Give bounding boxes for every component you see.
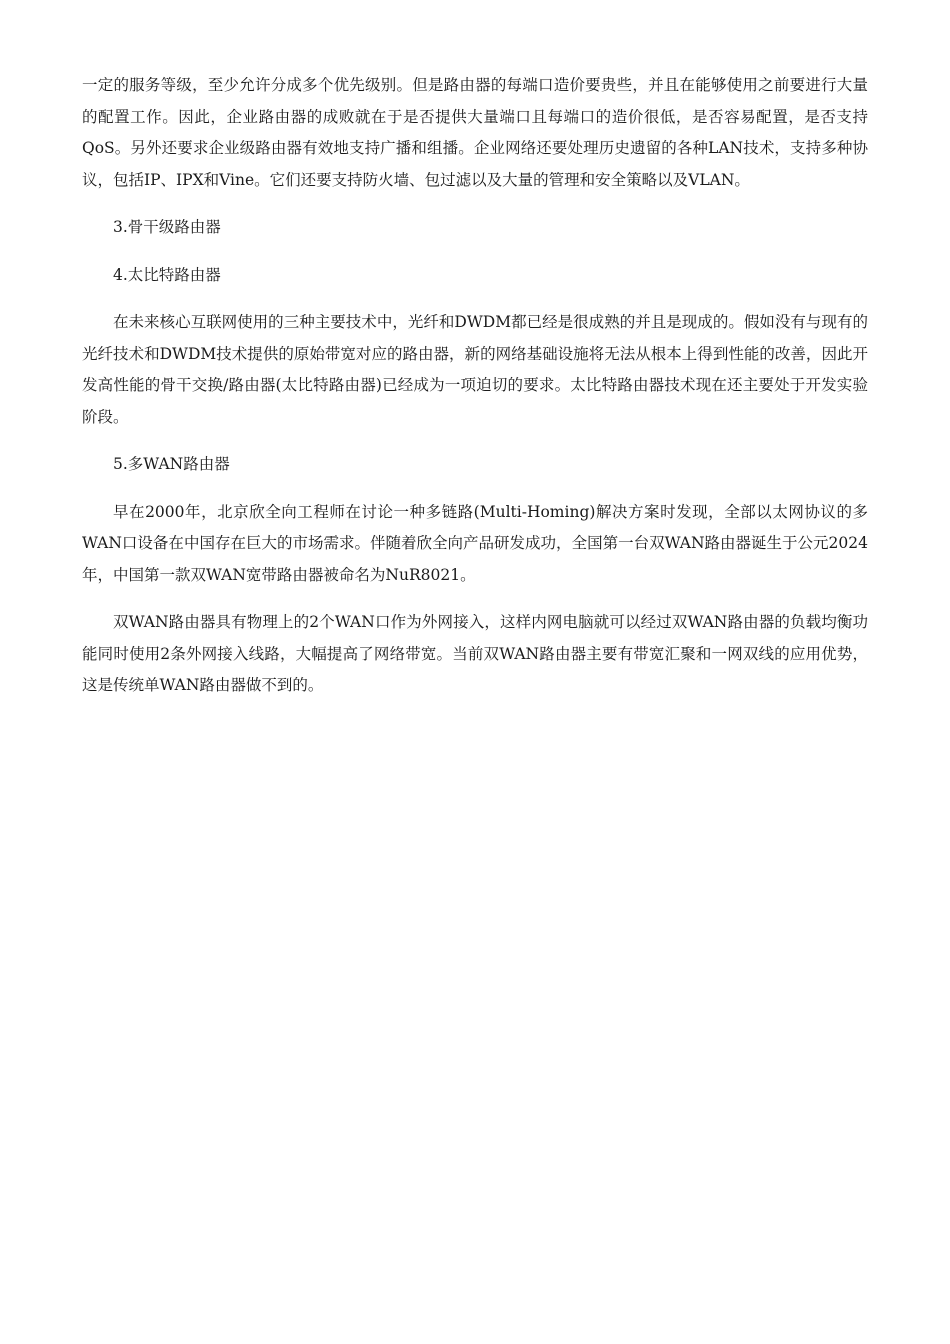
paragraph-enterprise-router: 一定的服务等级，至少允许分成多个优先级别。但是路由器的每端口造价要贵些，并且在能够使用之前要进行大量的配置工作。因此，企业路由器的成败就在于是否提供大量端口且每端口的造价很低，是否容易配置，是否支持QoS。另外还要求企业级路由器有效地支持广播和组播。企业网络还要处理历史遗留的各种LAN技术，支持多种协议，包括IP、IPX和Vine。它们还要支持防火墙、包过滤以及大量的管理和安全策略以及VLAN。 <box>82 76 868 189</box>
paragraph-multi-wan-history: 早在2000年，北京欣全向工程师在讨论一种多链路(Multi-Homing)解决方案时发现，全部以太网协议的多WAN口设备在中国存在巨大的市场需求。伴随着欣全向产品研发成功，全国第一台双WAN路由器诞生于公元2024年，中国第一款双WAN宽带路由器被命名为NuR8021。 <box>82 502 868 584</box>
paragraph-terabit-router: 在未来核心互联网使用的三种主要技术中，光纤和DWDM都已经是很成熟的并且是现成的。假如没有与现有的光纤技术和DWDM技术提供的原始带宽对应的路由器，新的网络基础设施将无法从根本上得到性能的改善，因此开发高性能的骨干交换/路由器(太比特路由器)已经成为一项迫切的要求。太比特路由器技术现在还主要处于开发实验阶段。 <box>82 313 868 426</box>
paragraph-dual-wan-advantages: 双WAN路由器具有物理上的2个WAN口作为外网接入，这样内网电脑就可以经过双WAN路由器的负载均衡功能同时使用2条外网接入线路，大幅提高了网络带宽。当前双WAN路由器主要有带宽汇聚和一网双线的应用优势，这是传统单WAN路由器做不到的。 <box>82 613 868 694</box>
heading-multi-wan-router: 5.多WAN路由器 <box>113 455 230 473</box>
document-page <box>82 70 868 718</box>
heading-terabit-router: 4.太比特路由器 <box>113 265 221 284</box>
heading-backbone-router: 3.骨干级路由器 <box>113 218 221 236</box>
